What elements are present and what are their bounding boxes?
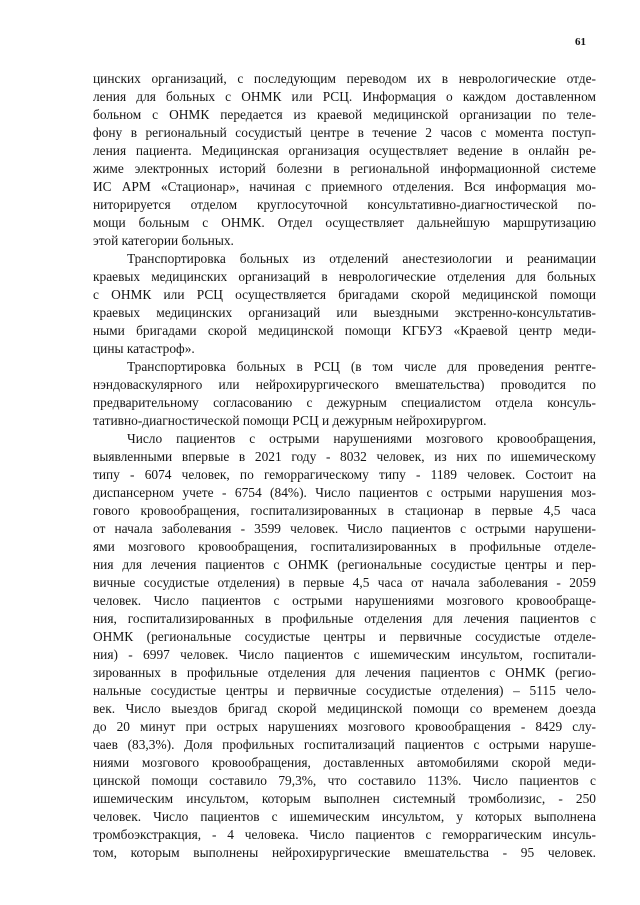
- text-line: гового кровообращения, госпитализированных в стационар в первые 4,5 часа: [93, 503, 596, 518]
- text-line: с ОНМК или РСЦ осуществляется бригадами скорой медицинской помощи: [93, 287, 596, 302]
- text-line: Транспортировка больных в РСЦ (в том числе для проведения рентге-: [127, 359, 596, 374]
- text-line: ниями мозгового кровообращения, доставленных автомобилями скорой меди-: [93, 755, 596, 770]
- text-line: ными бригадами скорой медицинской помощи КГБУЗ «Краевой центр меди-: [93, 323, 596, 338]
- text-line: тромбоэкстракция, - 4 человека. Число пациентов с геморрагическим инсуль-: [93, 827, 596, 842]
- text-line: чаев (83,3%). Доля профильных госпитализаций пациентов с острыми наруше-: [93, 737, 596, 752]
- text-line: зированных в профильные отделения для лечения пациентов с ОНМК (регио-: [93, 665, 596, 680]
- text-line: человек. Число пациентов с ишемическим инсультом, у которых выполнена: [93, 809, 596, 824]
- text-line: том, которым выполнены нейрохирургические вмешательства - 95 человек.: [93, 845, 596, 860]
- text-line: цины катастроф».: [93, 341, 195, 356]
- text-line: человек. Число пациентов с острыми нарушениями мозгового кровообраще-: [93, 593, 596, 608]
- text-line: жиме электронных историй болезни в региональной информационной системе: [93, 161, 596, 176]
- text-line: нальные сосудистые центры и первичные сосудистые отделения) – 5115 чело-: [93, 683, 596, 698]
- text-line: до 20 минут при острых нарушениях мозгового кровообращения - 8429 слу-: [93, 719, 596, 734]
- text-line: ния, госпитализированных в профильные отделения для лечения пациентов с: [93, 611, 596, 626]
- text-line: цинских организаций, с последующим переводом их в неврологические отде-: [93, 71, 596, 86]
- text-line: Число пациентов с острыми нарушениями мозгового кровообращения,: [127, 431, 596, 446]
- paragraph: [93, 70, 596, 250]
- text-line: ями мозгового кровообращения, госпитализированных в профильные отделе-: [93, 539, 596, 554]
- text-line: этой категории больных.: [93, 233, 234, 248]
- text-line: цинской помощи составило 79,3%, что составило 113%. Число пациентов с: [93, 773, 596, 788]
- text-line: мощи больным с ОНМК. Отдел осуществляет дальнейшую маршрутизацию: [93, 215, 596, 230]
- text-line: фону в региональный сосудистый центре в течение 2 часов с момента поступ-: [93, 125, 596, 140]
- text-line: ния) - 6997 человек. Число пациентов с ишемическим инсультом, госпитали-: [93, 647, 596, 662]
- text-line: век. Число выездов бригад скорой медицинской помощи со временем доезда: [93, 701, 596, 716]
- text-line: ишемическим инсультом, которым выполнен системный тромболизис, - 250: [93, 791, 596, 806]
- paragraph: [93, 430, 596, 862]
- body-text: [93, 70, 596, 862]
- text-line: ния для лечения пациентов с ОНМК (региональные сосудистые центры и пер-: [93, 557, 596, 572]
- text-line: вичные сосудистые отделения) в первые 4,5 часа от начала заболевания - 2059: [93, 575, 596, 590]
- page-number: 61: [575, 36, 586, 48]
- text-line: ОНМК (региональные сосудистые центры и первичные сосудистые отделе-: [93, 629, 596, 644]
- text-line: ИС АРМ «Стационар», начиная с приемного отделения. Вся информация мо-: [93, 179, 596, 194]
- text-line: Транспортировка больных из отделений анестезиологии и реанимации: [127, 251, 596, 266]
- text-line: выявленными впервые в 2021 году - 8032 человек, из них по ишемическому: [93, 449, 596, 464]
- text-line: ниторируется отделом круглосуточной консультативно-диагностической по-: [93, 197, 596, 212]
- text-line: ления пациента. Медицинская организация осуществляет ведение в онлайн ре-: [93, 143, 596, 158]
- text-line: предварительному согласованию с дежурным специалистом отдела консуль-: [93, 395, 596, 410]
- text-line: нэндоваскулярного или нейрохирургического вмешательства) проводится по: [93, 377, 596, 392]
- text-line: ления для больных с ОНМК или РСЦ. Информация о каждом доставленном: [93, 89, 596, 104]
- paragraph: [93, 250, 596, 358]
- text-line: тативно-диагностической помощи РСЦ и дежурным нейрохирургом.: [93, 413, 487, 428]
- text-line: больном с ОНМК передается из краевой медицинской организации по теле-: [93, 107, 596, 122]
- text-line: от начала заболевания - 3599 человек. Число пациентов с острыми нарушени-: [93, 521, 596, 536]
- paragraph: [93, 358, 596, 430]
- text-line: краевых медицинских организаций в неврологические отделения для больных: [93, 269, 596, 284]
- text-line: краевых медицинских организаций или выездными экстренно-консультатив-: [93, 305, 596, 320]
- text-line: диспансерном учете - 6754 (84%). Число пациентов с острыми нарушения моз-: [93, 485, 596, 500]
- text-line: типу - 6074 человек, по геморрагическому типу - 1189 человек. Состоит на: [93, 467, 596, 482]
